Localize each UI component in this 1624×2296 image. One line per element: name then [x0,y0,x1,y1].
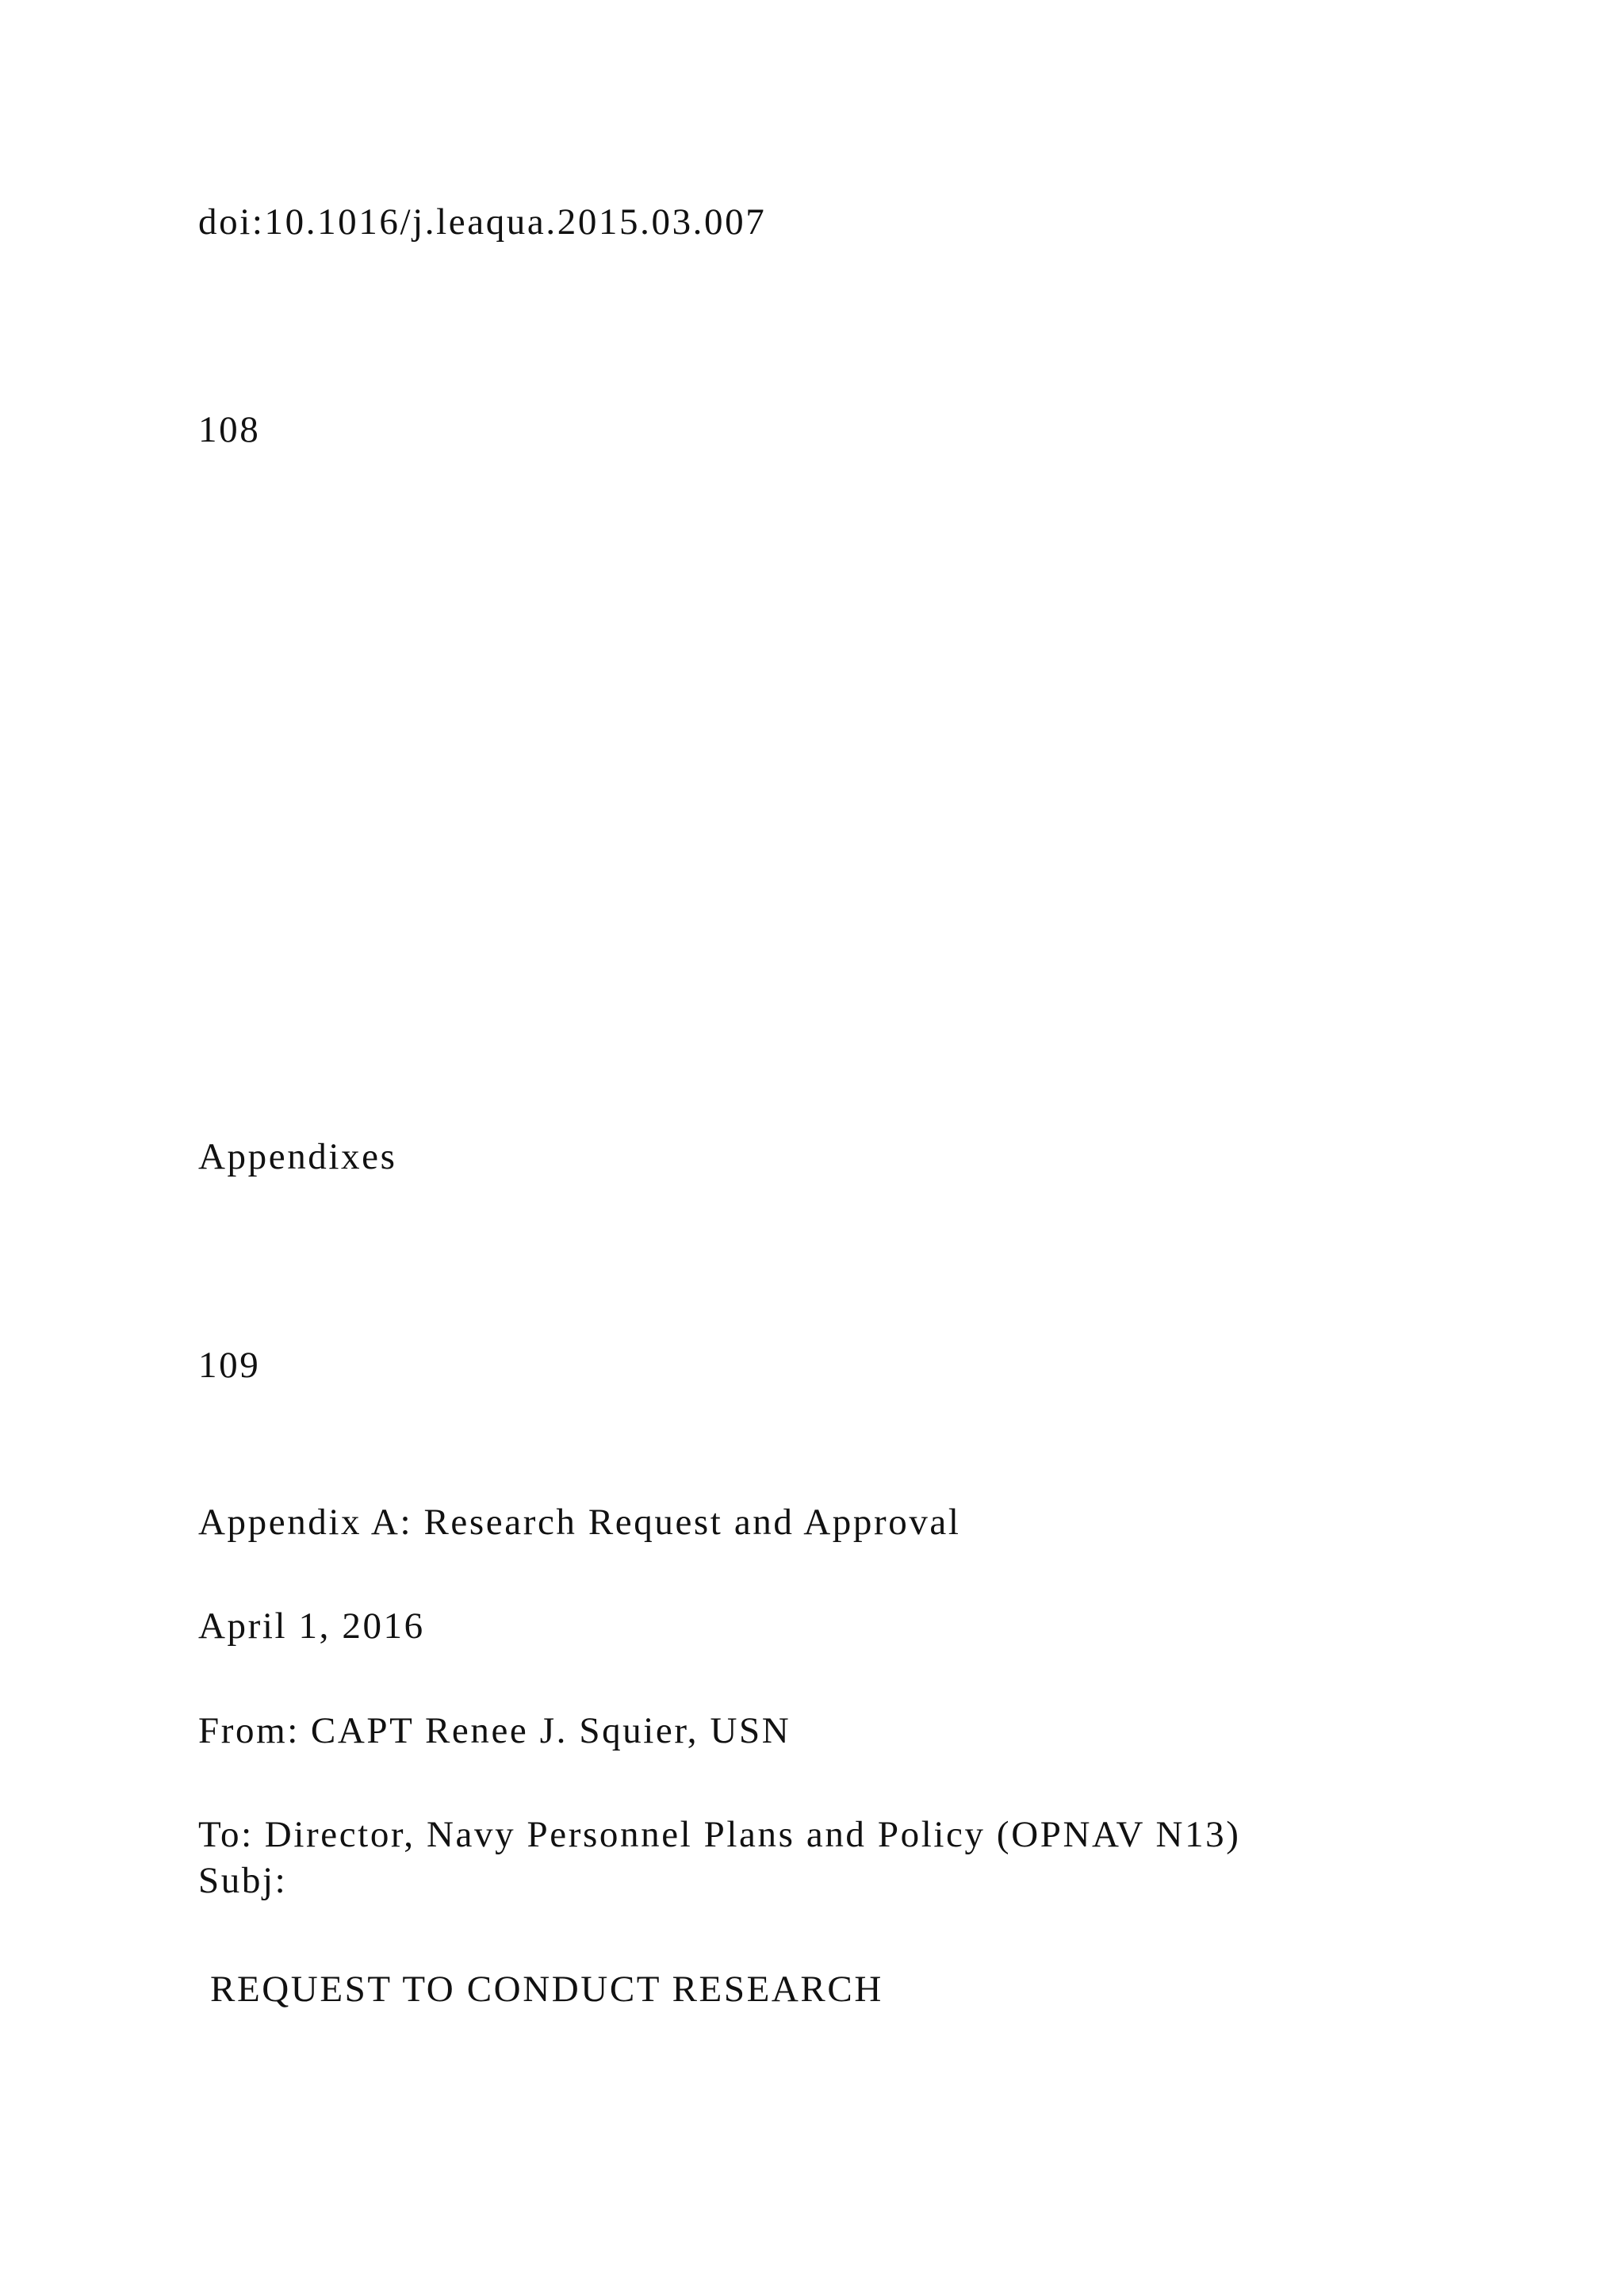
page-number: 108 [198,409,261,450]
memo-date: April 1, 2016 [198,1605,425,1647]
memo-from-value: CAPT Renee J. Squier, USN [310,1710,791,1751]
memo-to-line [198,1812,1241,1857]
memo-subj-label: Subj: [198,1860,288,1901]
memo-to-value: Director, Navy Personnel Plans and Policy (OPNAV N13) [264,1814,1241,1855]
memo-to-label: To: [198,1814,254,1855]
memo-from-label: From: [198,1710,300,1751]
memo-subject: REQUEST TO CONDUCT RESEARCH [210,1969,883,2010]
appendix-title: Appendix A: Research Request and Approval [198,1502,961,1543]
doi-reference: doi:10.1016/j.leaqua.2015.03.007 [198,201,767,243]
section-heading: Appendixes [198,1136,397,1177]
page-number: 109 [198,1345,261,1386]
memo-from-line [198,1709,791,1753]
